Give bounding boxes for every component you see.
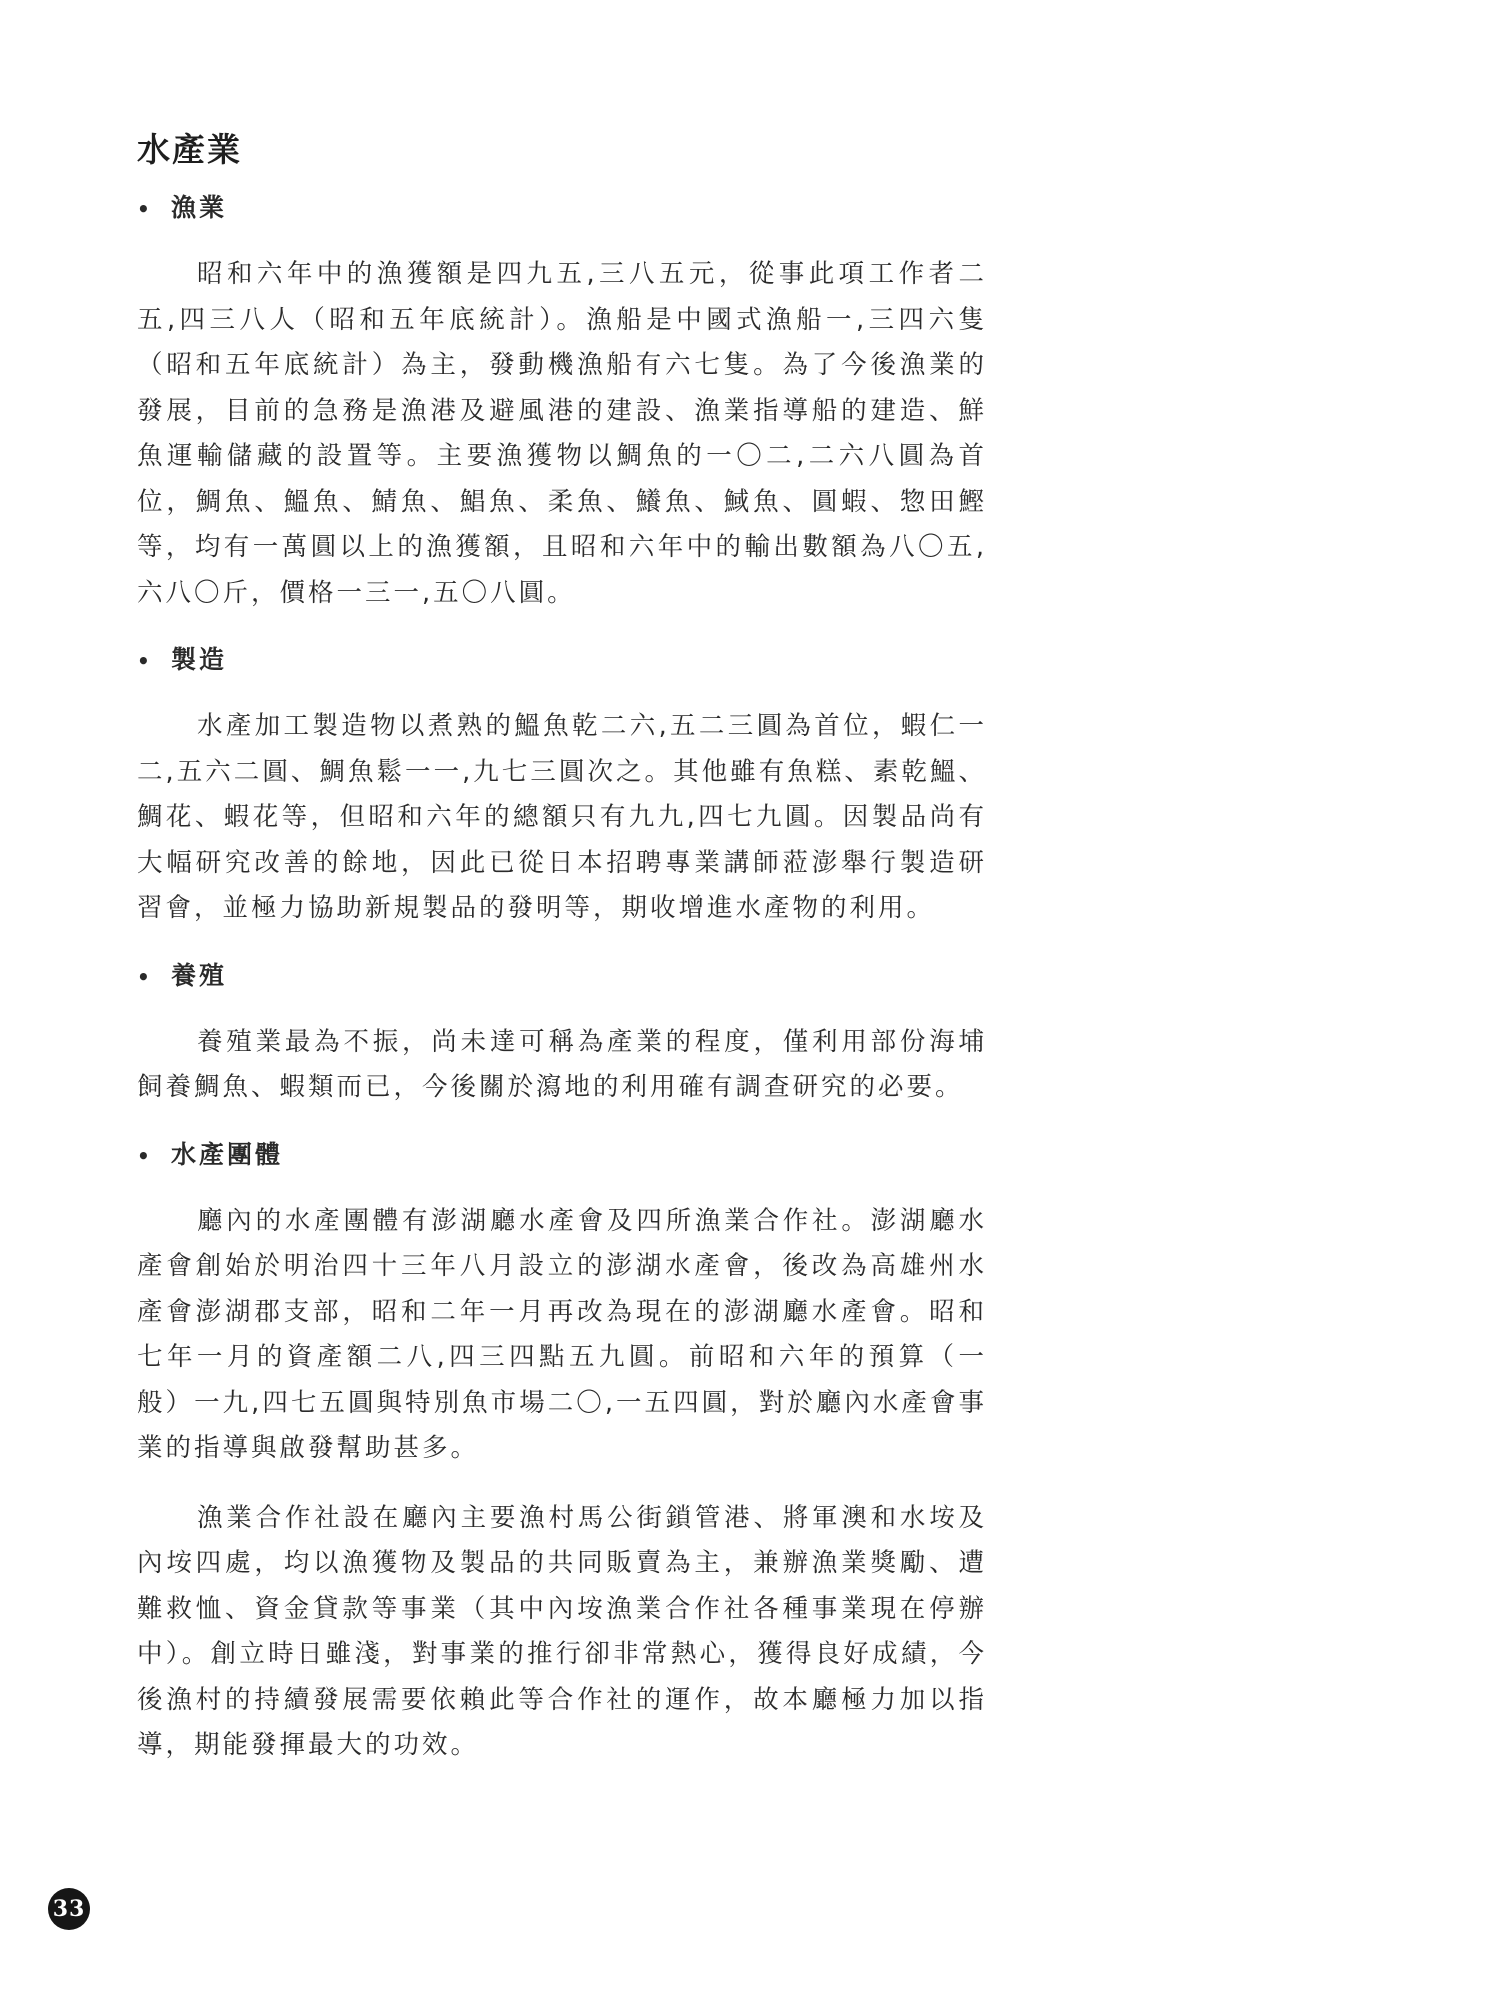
section-heading-label: 漁業	[171, 193, 228, 222]
article-body	[137, 188, 987, 1769]
paragraph-aquaculture: 養殖業最為不振，尚未達可稱為產業的程度，僅利用部份海埔飼養鯛魚、蝦類而已，今後關於瀉地的利用確有調查研究的必要。	[137, 1026, 987, 1102]
section-heading-label: 水產團體	[171, 1139, 284, 1169]
bullet-icon: •	[137, 649, 153, 673]
bullet-icon: •	[137, 1143, 153, 1168]
bullet-icon: •	[137, 964, 153, 989]
paragraph-fishery: 昭和六年中的漁獲額是四九五,三八五元，從事此項工作者二五,四三八人（昭和五年底統計）。漁船是中國式漁船一,三四六隻（昭和五年底統計）為主，發動機漁船有六七隻。為了今後漁業的發展，目前的急務是漁港及避風港的建設、漁業指導船的建造、鮮魚運輸儲藏的設置等。主要漁獲物以鯛魚的一〇二,二六八圓為首位，鯛魚、鰮魚、鯖魚、鯧魚、柔魚、鱶魚、䱛魚、圓蝦、惣田鰹等，均有一萬圓以上的漁獲額，且昭和六年中的輸出數額為八〇五,六八〇斤，價格一三一,五〇八圓。	[137, 259, 987, 608]
paragraph-fishery-association: 廳內的水產團體有澎湖廳水產會及四所漁業合作社。澎湖廳水產會創始於明治四十三年八月設立的澎湖水產會，後改為高雄州水產會澎湖郡支部，昭和二年一月再改為現在的澎湖廳水產會。昭和七年一月的資產額二八,四三四點五九圓。前昭和六年的預算（一般）一九,四七五圓與特別魚市場二〇,一五四圓，對於廳內水產會事業的指導與啟發幫助甚多。	[137, 1205, 987, 1463]
bullet-icon: •	[137, 197, 153, 221]
paragraph-manufacturing: 水產加工製造物以煮熟的鰮魚乾二六,五二三圓為首位，蝦仁一二,五六二圓、鯛魚鬆一一,九七三圓次之。其他雖有魚糕、素乾鰮、鯛花、蝦花等，但昭和六年的總額只有九九,四七九圓。因製品尚有大幅研究改善的餘地，因此已從日本招聘專業講師蒞澎舉行製造研習會，並極力協助新規製品的發明等，期收增進水產物的利用。	[137, 711, 987, 923]
section-heading-fishery-organizations	[137, 1135, 987, 1175]
section-heading-fishery	[137, 188, 987, 228]
page-title: 水產業	[137, 130, 242, 169]
section-heading-label: 製造	[171, 645, 228, 674]
page-number-badge: 33	[48, 1888, 90, 1930]
section-heading-label: 養殖	[171, 960, 228, 990]
section-heading-aquaculture	[137, 956, 987, 996]
section-heading-manufacturing	[137, 640, 987, 680]
paragraph-fishery-cooperatives: 漁業合作社設在廳內主要漁村馬公街鎖管港、將軍澳和水垵及內垵四處，均以漁獲物及製品的共同販賣為主，兼辦漁業獎勵、遭難救恤、資金貸款等事業（其中內垵漁業合作社各種事業現在停辦中）。創立時日雖淺，對事業的推行卻非常熱心，獲得良好成績，今後漁村的持續發展需要依賴此等合作社的運作，故本廳極力加以指導，期能發揮最大的功效。	[137, 1502, 987, 1760]
